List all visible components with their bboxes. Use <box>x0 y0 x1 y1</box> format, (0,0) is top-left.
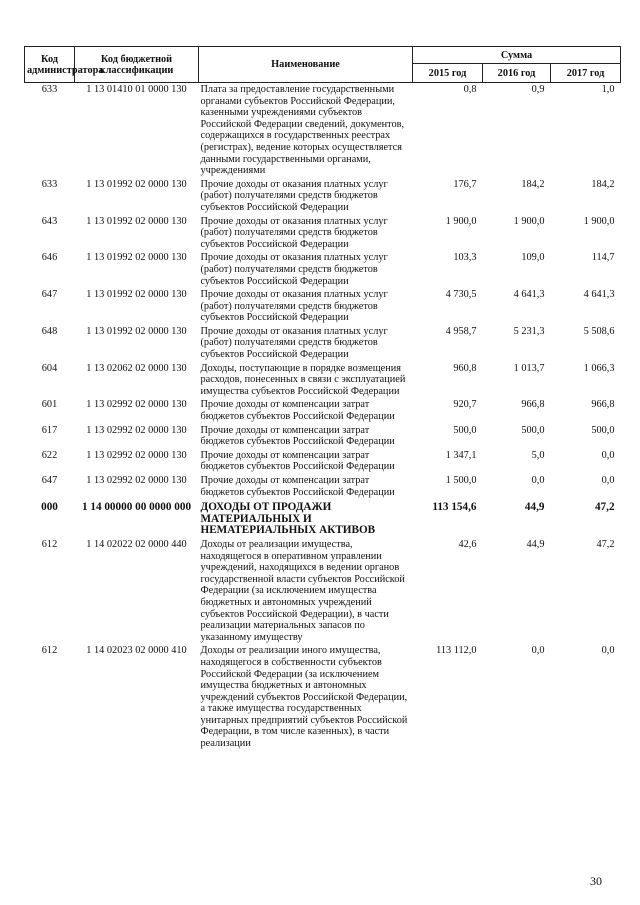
admin-code-cell: 647 <box>41 289 58 301</box>
admin-code-cell: 000 <box>41 501 58 514</box>
sum-2015-cell: 1 500,0 <box>445 475 477 486</box>
sum-2017-cell: 500,0 <box>591 424 615 436</box>
sum-2017-cell: 0,0 <box>601 645 615 657</box>
sum-2017-cell: 0,0 <box>601 475 615 486</box>
sum-2016-cell: 1 013,7 <box>513 362 545 374</box>
sum-2015-cell: 1 347,1 <box>445 449 477 461</box>
admin-code-cell: 643 <box>41 215 58 227</box>
table-row <box>25 362 621 399</box>
table-row <box>25 499 621 538</box>
sum-2017-cell: 1,0 <box>601 84 615 95</box>
sum-2016-cell: 0,0 <box>531 645 545 657</box>
budget-code-cell: 1 14 00000 00 0000 000 <box>81 501 192 514</box>
name-cell: Прочие доходы от оказания платных услуг (работ) получателями средств бюджетов субъектов Российской Федерации <box>200 325 388 361</box>
table-row <box>25 398 621 423</box>
sum-2016-cell: 44,9 <box>524 501 545 514</box>
table-row <box>25 325 621 362</box>
header-sum: Сумма <box>413 47 621 64</box>
budget-revenue-document <box>24 46 620 751</box>
name-cell: Прочие доходы от оказания платных услуг (работ) получателями средств бюджетов субъектов Российской Федерации <box>200 289 388 324</box>
name-cell: Прочие доходы от компенсации затрат бюджетов субъектов Российской Федерации <box>200 399 395 423</box>
sum-2016-cell: 500,0 <box>521 424 545 436</box>
sum-2017-cell: 184,2 <box>591 178 615 190</box>
admin-code-cell: 622 <box>41 449 58 461</box>
admin-code-cell: 604 <box>41 362 58 374</box>
sum-2015-cell: 113 154,6 <box>432 501 477 514</box>
sum-2017-cell: 47,2 <box>594 501 615 514</box>
sum-2016-cell: 0,9 <box>531 84 545 95</box>
sum-2017-cell: 47,2 <box>596 538 615 550</box>
header-budget-code: Код бюджетной классификации <box>75 47 199 83</box>
admin-code-cell: 646 <box>41 252 58 264</box>
revenue-table <box>24 46 621 751</box>
name-cell: Прочие доходы от компенсации затрат бюджетов субъектов Российской Федерации <box>200 449 395 473</box>
admin-code-cell: 633 <box>41 178 58 190</box>
sum-2017-cell: 966,8 <box>591 399 615 411</box>
sum-2015-cell: 4 958,7 <box>445 325 477 337</box>
table-row <box>25 288 621 325</box>
sum-2017-cell: 114,7 <box>591 252 615 264</box>
budget-code-cell: 1 13 02992 02 0000 130 <box>86 449 187 461</box>
sum-2015-cell: 0,8 <box>463 84 477 95</box>
name-cell: Доходы, поступающие в порядке возмещения расходов, понесенных в связи с эксплуатацией имущества субъектов Российской Федерации <box>200 362 406 397</box>
budget-code-cell: 1 13 01992 02 0000 130 <box>86 289 187 301</box>
admin-code-cell: 633 <box>41 84 58 95</box>
admin-code-cell: 647 <box>41 475 58 486</box>
budget-code-cell: 1 13 01410 01 0000 130 <box>86 84 187 95</box>
sum-2016-cell: 5 231,3 <box>513 325 545 337</box>
admin-code-cell: 648 <box>41 325 58 337</box>
budget-code-cell: 1 13 02992 02 0000 130 <box>86 475 187 486</box>
budget-code-cell: 1 13 02992 02 0000 130 <box>86 424 187 436</box>
name-cell: Прочие доходы от компенсации затрат бюджетов субъектов Российской Федерации <box>200 475 395 498</box>
name-cell: ДОХОДЫ ОТ ПРОДАЖИ МАТЕРИАЛЬНЫХ И НЕМАТЕРИАЛЬНЫХ АКТИВОВ <box>200 501 376 537</box>
table-header <box>25 47 621 83</box>
sum-2015-cell: 960,8 <box>453 362 477 374</box>
sum-2015-cell: 42,6 <box>458 538 477 550</box>
table-row <box>25 251 621 288</box>
sum-2016-cell: 5,0 <box>531 449 545 461</box>
name-cell: Прочие доходы от оказания платных услуг (работ) получателями средств бюджетов субъектов Российской Федерации <box>200 178 388 213</box>
table-row <box>25 538 621 644</box>
sum-2015-cell: 500,0 <box>453 424 477 436</box>
sum-2016-cell: 184,2 <box>521 178 545 190</box>
header-admin-code: Код администратора <box>25 47 75 83</box>
sum-2016-cell: 966,8 <box>521 399 545 411</box>
table-row <box>25 449 621 474</box>
sum-2016-cell: 0,0 <box>531 475 545 486</box>
sum-2017-cell: 4 641,3 <box>583 289 615 301</box>
budget-code-cell: 1 13 01992 02 0000 130 <box>86 178 187 190</box>
budget-code-cell: 1 13 01992 02 0000 130 <box>86 215 187 227</box>
table-row <box>25 83 621 178</box>
sum-2015-cell: 103,3 <box>453 252 477 264</box>
name-cell: Доходы от реализации иного имущества, находящегося в собственности субъектов Российской Федерации (за исключением имущества бюджетных и автономных учреждений субъектов Российской Федерации, а также имущества государственных унитарных предприятий субъектов Российской Федерации, в том числе казенных), в части реализации <box>200 645 408 750</box>
header-year-2015: 2015 год <box>413 64 483 83</box>
sum-2015-cell: 176,7 <box>453 178 477 190</box>
sum-2015-cell: 113 112,0 <box>436 645 477 657</box>
admin-code-cell: 612 <box>41 645 58 657</box>
sum-2016-cell: 4 641,3 <box>513 289 545 301</box>
table-row <box>25 424 621 449</box>
table-row <box>25 178 621 215</box>
budget-code-cell: 1 13 02992 02 0000 130 <box>86 399 187 411</box>
sum-2016-cell: 109,0 <box>521 252 545 264</box>
table-row <box>25 474 621 499</box>
name-cell: Прочие доходы от компенсации затрат бюджетов субъектов Российской Федерации <box>200 424 395 448</box>
sum-2017-cell: 5 508,6 <box>583 325 615 337</box>
admin-code-cell: 612 <box>41 538 58 550</box>
name-cell: Плата за предоставление государственными органами субъектов Российской Федерации, казенными учреждениями субъектов Российской Федерации сведений, документов, содержащихся в государственных реестрах (регистрах), ведение которых осуществляется данными государственными органами, учреждениями <box>200 84 405 177</box>
table-body <box>25 83 621 751</box>
header-year-2016: 2016 год <box>483 64 551 83</box>
budget-code-cell: 1 13 01992 02 0000 130 <box>86 325 187 337</box>
name-cell: Прочие доходы от оказания платных услуг (работ) получателями средств бюджетов субъектов Российской Федерации <box>200 252 388 287</box>
sum-2015-cell: 1 900,0 <box>445 215 477 227</box>
sum-2016-cell: 44,9 <box>526 538 545 550</box>
table-row <box>25 215 621 252</box>
budget-code-cell: 1 14 02023 02 0000 410 <box>86 645 187 657</box>
sum-2017-cell: 1 900,0 <box>583 215 615 227</box>
table-row <box>25 644 621 750</box>
budget-code-cell: 1 14 02022 02 0000 440 <box>86 538 187 550</box>
admin-code-cell: 601 <box>41 399 58 411</box>
sum-2017-cell: 1 066,3 <box>583 362 615 374</box>
budget-code-cell: 1 13 01992 02 0000 130 <box>86 252 187 264</box>
sum-2015-cell: 4 730,5 <box>445 289 477 301</box>
name-cell: Прочие доходы от оказания платных услуг (работ) получателями средств бюджетов субъектов Российской Федерации <box>200 215 388 250</box>
budget-code-cell: 1 13 02062 02 0000 130 <box>86 362 187 374</box>
header-year-2017: 2017 год <box>551 64 621 83</box>
page-number: 30 <box>590 874 602 888</box>
name-cell: Доходы от реализации имущества, находящегося в оперативном управлении учреждений, находящихся в ведении органов государственной власти субъектов Российской Федерации (за исключением имущества бюджетных и автономных учреждений субъектов Российской Федерации), в части реализации материальных запасов по указанному имуществу <box>200 538 405 643</box>
sum-2015-cell: 920,7 <box>453 399 477 411</box>
sum-2017-cell: 0,0 <box>601 449 615 461</box>
sum-2016-cell: 1 900,0 <box>513 215 545 227</box>
header-name: Наименование <box>199 47 413 83</box>
admin-code-cell: 617 <box>41 424 58 436</box>
